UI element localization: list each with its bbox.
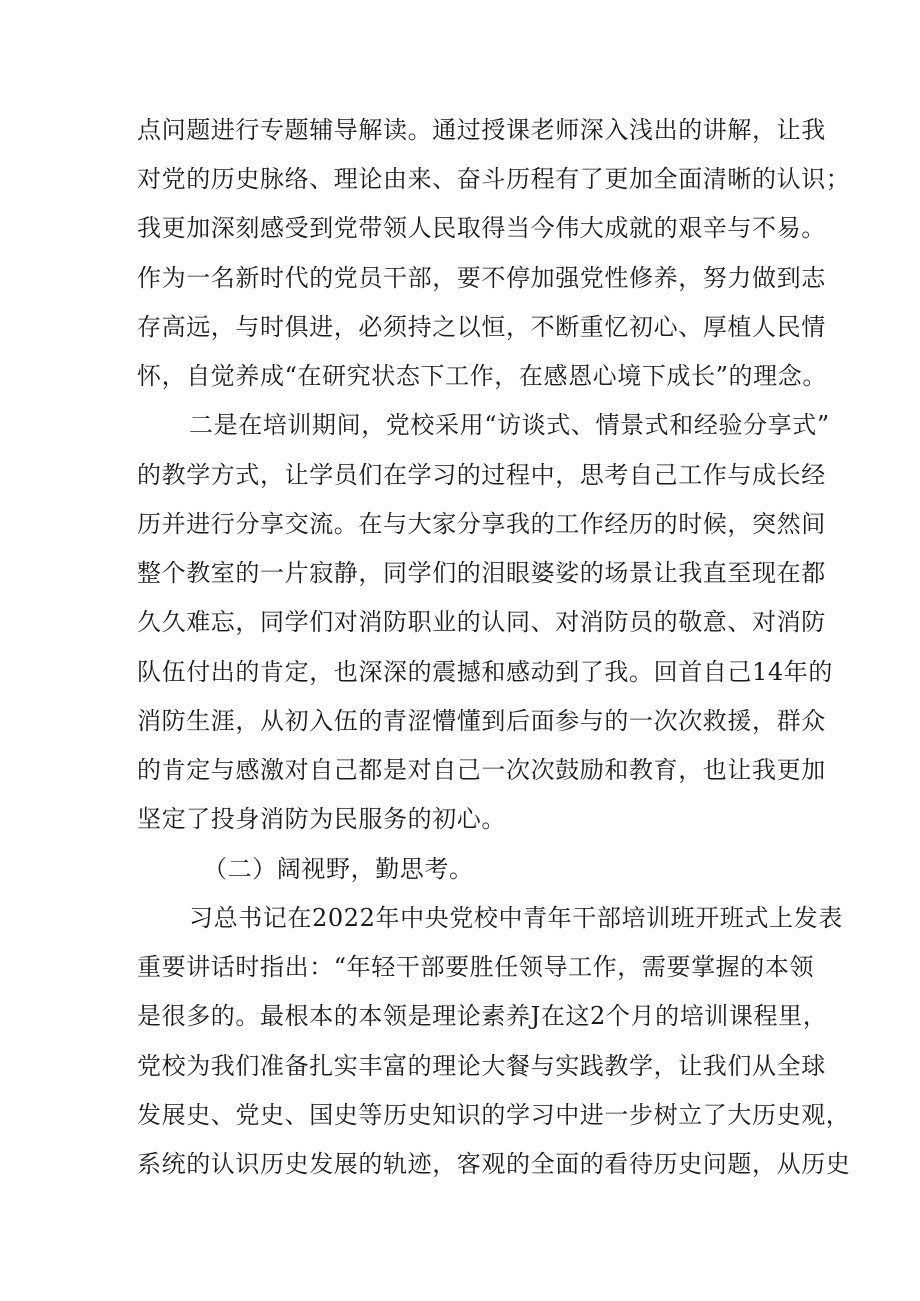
section-heading: （二）阔视野，勤思考。 [203,855,474,883]
text-line: 历并进行分享交流。在与大家分享我的工作经历的时候，突然间 [137,510,826,538]
text-line: 存高远，与时俱进，必须持之以恒，不断重忆初心、厚植人民情 [137,313,826,341]
paragraph-start-line: 习总书记在2022年中央党校中青年干部培训班开班式上发表 [189,904,843,932]
text-line: 队伍付出的肯定，也深深的震撼和感动到了我。回首自己14年的 [137,658,833,686]
text-line: 的教学方式，让学员们在学习的过程中，思考自己工作与成长经 [137,461,826,489]
text-line: 发展史、党史、国史等历史知识的学习中进一步树立了大历史观， [137,1101,851,1129]
text-line: 点问题进行专题辅导解读。通过授课老师深入浅出的讲解，让我 [137,116,826,144]
text-line: 的肯定与感激对自己都是对自己一次次鼓励和教育，也让我更加 [137,756,826,784]
text-line: 久久难忘，同学们对消防职业的认同、对消防员的敬意、对消防 [137,608,826,636]
text-line: 对党的历史脉络、理论由来、奋斗历程有了更加全面清晰的认识； [137,165,851,193]
text-line: 是很多的。最根本的本领是理论素养J在这2个月的培训课程里， [137,1002,828,1030]
paragraph-start-line: 二是在培训期间，党校采用“访谈式、情景式和经验分享式” [189,411,830,439]
text-line: 系统的认识历史发展的轨迹，客观的全面的看待历史问题，从历史 [137,1150,851,1178]
text-line: 整个教室的一片寂静，同学们的泪眼婆娑的场景让我直至现在都 [137,559,826,587]
text-line: 重要讲话时指出：“年轻干部要胜任领导工作，需要掌握的本领 [137,953,815,981]
text-line: 消防生涯，从初入伍的青涩懵懂到后面参与的一次次救援，群众 [137,707,826,735]
text-line: 党校为我们准备扎实丰富的理论大餐与实践教学，让我们从全球 [137,1052,826,1080]
text-line: 我更加深刻感受到党带领人民取得当今伟大成就的艰辛与不易。 [137,214,826,242]
text-line: 怀，自觉养成“在研究状态下工作，在感恩心境下成长”的理念。 [137,362,827,390]
text-line: 坚定了投身消防为民服务的初心。 [137,805,506,833]
text-line: 作为一名新时代的党员干部，要不停加强党性修养，努力做到志 [137,264,826,292]
